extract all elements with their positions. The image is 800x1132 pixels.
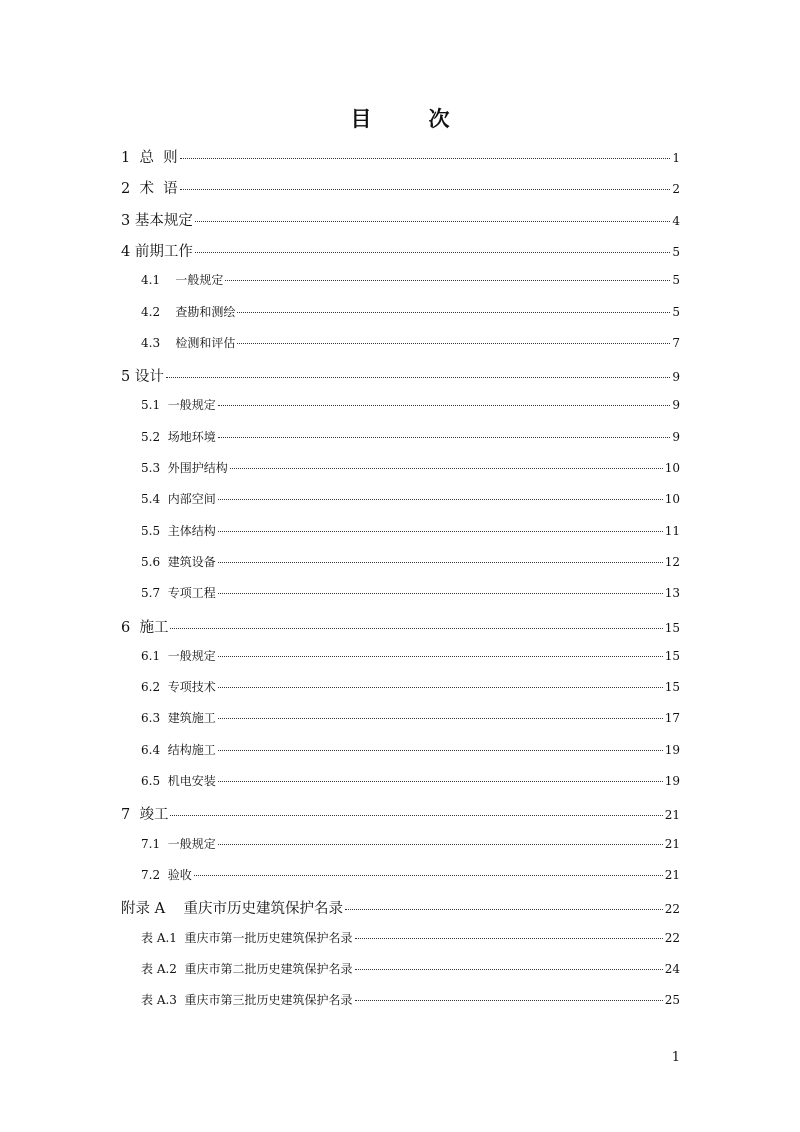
toc-leader-dots [180,158,671,159]
toc-entry[interactable] [121,177,680,198]
toc-entry-page: 24 [664,961,680,976]
toc-entry[interactable] [141,647,680,664]
toc-entry-page: 5 [672,244,680,259]
toc-leader-dots [218,718,663,719]
toc-entry-page: 1 [672,151,680,165]
toc-entry[interactable] [141,490,680,507]
toc-entry[interactable] [141,709,680,726]
toc-entry-page: 9 [672,370,680,385]
toc-entry-page: 21 [664,836,680,851]
toc-entry-label: 5.6 建筑设备 [141,554,216,569]
toc-entry-page: 21 [664,808,680,823]
toc-entry-label: 4.2 查勘和测绘 [141,304,236,319]
toc-entry-label: 4.3 检测和评估 [141,335,236,350]
toc-entry-page: 22 [664,902,680,917]
toc-entry[interactable] [141,396,680,413]
toc-entry-label: 7.1 一般规定 [141,836,216,851]
toc-entry-page: 22 [664,930,680,945]
toc-entry-label: 附录 A 重庆市历史建筑保护名录 [121,901,344,918]
toc-entry-label: 3 基本规定 [121,212,193,229]
toc-leader-dots [218,687,663,688]
toc-entry-label: 表 A.2 重庆市第二批历史建筑保护名录 [141,961,353,976]
toc-entry-label: 4.1 一般规定 [141,273,224,288]
toc-entry-label: 表 A.1 重庆市第一批历史建筑保护名录 [141,930,353,945]
toc-entry-page: 19 [664,742,680,757]
toc-entry[interactable] [141,584,680,601]
toc-entry-page: 15 [664,648,680,663]
toc-entry-page: 21 [664,867,680,882]
toc-entry-page: 11 [664,523,680,538]
toc-entry-page: 4 [672,213,680,228]
toc-entry-page: 9 [672,398,680,413]
toc-leader-dots [355,938,663,939]
toc-entry-page: 13 [664,586,680,601]
toc-leader-dots [237,343,670,344]
toc-entry-label: 6.5 机电安装 [141,774,216,788]
toc-entry-label: 5 设计 [121,369,164,386]
toc-leader-dots [166,377,671,378]
toc-leader-dots [218,531,663,532]
toc-leader-dots [230,468,663,469]
toc-leader-dots [218,656,663,657]
toc-leader-dots [355,969,663,970]
toc-entry[interactable] [121,897,680,918]
toc-leader-dots [218,750,663,751]
toc-entry-label: 表 A.3 重庆市第三批历史建筑保护名录 [141,993,353,1008]
toc-leader-dots [345,909,663,910]
toc-entry[interactable] [121,803,680,824]
toc-entry-page: 5 [672,273,680,288]
toc-entry[interactable] [141,678,680,695]
toc-entry-page: 19 [664,774,680,788]
toc-entry-label: 5.1 一般规定 [141,398,216,413]
toc-entry[interactable] [141,334,680,351]
toc-entry-label: 6.4 结构施工 [141,742,216,757]
toc-entry[interactable] [121,365,680,386]
toc-entry-label: 5.4 内部空间 [141,492,216,507]
toc-entry[interactable] [141,553,680,570]
toc-entry[interactable] [121,209,680,230]
toc-leader-dots [218,593,663,594]
toc-entry[interactable] [121,146,680,167]
page-title: 目 次 [350,106,468,131]
toc-entry-label: 2 术 语 [121,181,178,198]
toc-entry[interactable] [121,240,680,261]
toc-leader-dots [218,499,663,500]
toc-leader-dots [218,562,663,563]
toc-entry[interactable] [141,741,680,758]
toc-entry[interactable] [121,616,680,637]
toc-entry[interactable] [141,866,680,883]
toc-leader-dots [170,815,662,816]
toc-entry[interactable] [141,929,680,946]
toc-entry-page: 15 [664,620,680,635]
toc-entry-page: 7 [672,335,680,350]
toc-entry[interactable] [141,772,680,789]
toc-entry-label: 6.3 建筑施工 [141,711,216,726]
toc-entry-label: 4 前期工作 [121,243,193,260]
toc-entry-page: 12 [664,554,680,569]
toc-leader-dots [218,781,663,782]
toc-entry-page: 15 [664,680,680,695]
toc-entry-label: 6.1 一般规定 [141,648,216,663]
toc-leader-dots [218,437,671,438]
toc-entry-page: 5 [672,304,680,319]
toc-entry-page: 2 [672,182,680,197]
toc-entry-page: 10 [664,461,680,475]
toc-leader-dots [194,875,663,876]
toc-entry-label: 7.2 验收 [141,867,192,882]
toc-entry[interactable] [141,459,680,476]
toc-entry-page: 9 [672,429,680,444]
toc-entry[interactable] [141,271,680,288]
toc-leader-dots [237,312,670,313]
toc-entry[interactable] [141,522,680,539]
toc-leader-dots [195,252,671,253]
page-number: 1 [671,1050,680,1065]
toc-leader-dots [180,189,671,190]
toc-entry-label: 5.5 主体结构 [141,523,216,538]
toc-leader-dots [218,405,671,406]
toc-entry-label: 1 总 则 [121,150,178,166]
toc-leader-dots [218,844,663,845]
toc-leader-dots [355,1000,663,1001]
toc-entry-label: 5.2 场地环境 [141,429,216,444]
toc-entry[interactable] [141,960,680,977]
toc-leader-dots [170,628,662,629]
toc-entry-label: 7 竣工 [121,807,169,824]
toc-entry-label: 5.3 外围护结构 [141,461,228,475]
toc-entry-label: 5.7 专项工程 [141,586,216,601]
toc-entry-label: 6.2 专项技术 [141,680,216,695]
toc-entry-page: 10 [664,492,680,507]
toc-leader-dots [225,280,670,281]
toc-entry[interactable] [141,991,680,1008]
toc-entry-page: 25 [664,993,680,1008]
toc-entry-label: 6 施工 [121,619,169,636]
toc-entry[interactable] [141,428,680,445]
toc-entry[interactable] [141,303,680,320]
toc-entry-page: 17 [664,711,680,726]
toc-leader-dots [195,221,671,222]
toc-entry[interactable] [141,835,680,852]
